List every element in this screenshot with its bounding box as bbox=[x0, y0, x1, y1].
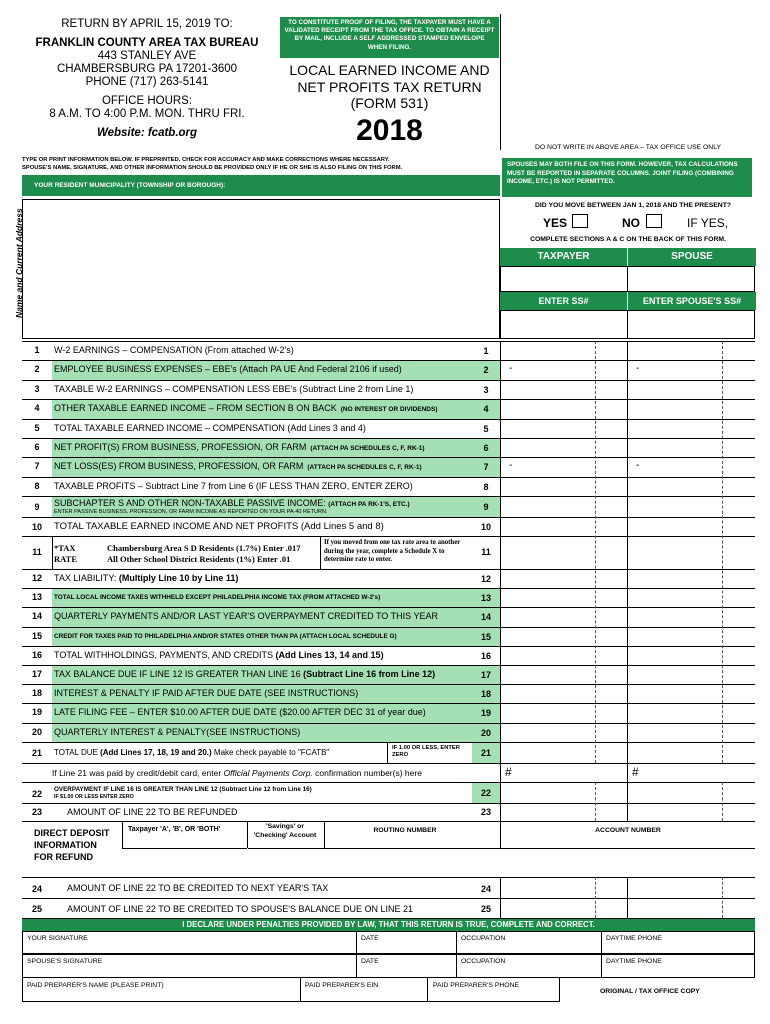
line-24-ref: 24 bbox=[480, 884, 491, 894]
line-1-text: W-2 EARNINGS – COMPENSATION (From attached W-2's) bbox=[54, 345, 294, 355]
line-7-desc bbox=[54, 461, 422, 471]
preparer-phone-label: PAID PREPARER'S PHONE bbox=[433, 982, 520, 989]
spouse-signature-field[interactable] bbox=[23, 955, 353, 977]
line-10-row bbox=[22, 517, 755, 537]
spouse-signature-label: SPOUSE'S SIGNATURE bbox=[27, 958, 103, 965]
line-25-row bbox=[22, 898, 755, 919]
line-20-number: 20 bbox=[31, 726, 42, 737]
line-9-desc bbox=[54, 498, 410, 508]
line-11-ref: 11 bbox=[481, 547, 491, 557]
line-24-row bbox=[22, 877, 755, 899]
form-title-line2: NET PROFITS TAX RETURN bbox=[297, 78, 482, 95]
line-20-ref: 20 bbox=[472, 724, 500, 742]
name-address-label: Name and Current Address bbox=[14, 208, 24, 318]
line-21-number: 21 bbox=[31, 748, 42, 758]
line-12-bold: (Multiply Line 10 by Line 11) bbox=[118, 573, 239, 583]
line-13-ref: 13 bbox=[472, 589, 500, 607]
line-17-number: 17 bbox=[31, 669, 42, 679]
line-4-text: OTHER TAXABLE EARNED INCOME – FROM SECTION B ON BACK bbox=[54, 403, 337, 414]
line-3-text: TAXABLE W-2 EARNINGS – COMPENSATION LESS EBE's (Subtract Line 2 from Line 1) bbox=[54, 383, 414, 394]
line-25-ref: 25 bbox=[480, 904, 491, 914]
line-6-number: 6 bbox=[34, 442, 40, 452]
line-16-number: 16 bbox=[31, 649, 42, 660]
line-21-text: TOTAL DUE bbox=[54, 748, 101, 757]
line-6-note: (ATTACH PA SCHEDULES C, F, RK-1) bbox=[310, 445, 425, 452]
tax-rate-label2: RATE bbox=[54, 554, 77, 564]
office-use-note: DO NOT WRITE IN ABOVE AREA – TAX OFFICE USE ONLY bbox=[534, 144, 722, 151]
return-by: RETURN BY APRIL 15, 2019 TO: bbox=[61, 18, 233, 30]
line-7-number: 7 bbox=[34, 461, 40, 472]
line-20-row bbox=[22, 723, 755, 742]
type-note-line2: SPOUSE'S NAME, SIGNATURE, AND OTHER INFORMATION SHOULD BE PROVIDED ONLY IF HE OR SHE IS ALSO FILING ON THIS FORM. bbox=[22, 164, 403, 171]
municipality-field[interactable]: YOUR RESIDENT MUNICIPALITY (TOWNSHIP OR BOROUGH): bbox=[22, 175, 500, 196]
form-title bbox=[280, 62, 499, 112]
line-7-ref: 7 bbox=[472, 458, 500, 476]
line-11-row bbox=[22, 536, 755, 570]
line-10-number: 10 bbox=[31, 522, 42, 532]
type-or-print-note bbox=[22, 157, 500, 172]
line-14-ref: 14 bbox=[472, 608, 500, 626]
line-4-note: (NO INTEREST OR DIVIDENDS) bbox=[340, 406, 438, 414]
preparer-name-label: PAID PREPARER'S NAME (PLEASE PRINT) bbox=[27, 982, 164, 989]
line-24-desc: AMOUNT OF LINE 22 TO BE CREDITED TO NEXT YEAR'S TAX bbox=[67, 883, 329, 893]
line-24-number: 24 bbox=[31, 884, 42, 894]
direct-deposit-who-field[interactable] bbox=[122, 835, 247, 848]
line-20-text: QUARTERLY INTEREST & PENALTY(SEE INSTRUCTIONS) bbox=[54, 726, 301, 737]
routing-number-label: ROUTING NUMBER bbox=[373, 827, 437, 834]
bottom-rule bbox=[22, 918, 755, 919]
line-2-row bbox=[22, 360, 755, 379]
cents-divider-bottom-0 bbox=[595, 877, 596, 918]
website: Website: fcatb.org bbox=[96, 127, 198, 139]
rate-moved-note: If you moved from one tax rate area to another during the year, complete a Schedule X to determine rate to enter. bbox=[324, 539, 461, 564]
spouse-confirmation-field[interactable]: # bbox=[632, 765, 639, 779]
line-6-desc bbox=[54, 442, 425, 452]
line-3-row bbox=[22, 380, 755, 399]
line-17-text: TAX BALANCE DUE IF LINE 12 IS GREATER THAN LINE 16 bbox=[54, 669, 304, 679]
line-23-ref: 23 bbox=[480, 807, 491, 817]
line-1-number: 1 bbox=[34, 345, 40, 355]
line-17-desc bbox=[54, 669, 435, 679]
line-4-ref: 4 bbox=[472, 400, 500, 418]
if-yes-label: IF YES, bbox=[687, 216, 729, 230]
line-21-row bbox=[22, 742, 755, 764]
spouse-phone-label: DAYTIME PHONE bbox=[606, 958, 662, 965]
line-8-number: 8 bbox=[34, 480, 40, 491]
line-5-number: 5 bbox=[34, 422, 40, 433]
line-9-note: (ATTACH PA RK-1'S, ETC.) bbox=[328, 501, 410, 508]
account-number-field[interactable] bbox=[501, 835, 755, 848]
proof-of-filing-notice: TO CONSTITUTE PROOF OF FILING, THE TAXPAYER MUST HAVE A VALIDATED RECEIPT FROM THE TAX OFFICE. TO OBTAIN A RECEIPT BY MAIL, INCLUDE A SELF ADDRESSED STAMPED ENVELOPE WHEN FILING. bbox=[280, 17, 499, 58]
moved-question: DID YOU MOVE BETWEEN JAN 1, 2018 AND THE PRESENT? bbox=[534, 202, 731, 209]
enter-ss-header: ENTER SS# bbox=[500, 292, 627, 310]
taxpayer-confirmation-field[interactable]: # bbox=[505, 765, 512, 779]
line-16-text: TOTAL WITHHOLDINGS, PAYMENTS, AND CREDITS bbox=[54, 649, 276, 660]
line-13-text: TOTAL LOCAL INCOME TAXES WITHHELD EXCEPT PHILADELPHIA INCOME TAX (FROM ATTACHED W-2's) bbox=[54, 594, 381, 602]
taxpayer-negative-sign: - bbox=[509, 363, 513, 375]
line-18-ref: 18 bbox=[472, 685, 500, 703]
cc-after: confirmation number(s) here bbox=[312, 768, 422, 778]
line-22-sub: IF $1.00 OR LESS ENTER ZERO bbox=[54, 794, 134, 800]
return-address-block bbox=[22, 18, 272, 140]
rate-other: All Other School District Residents (1%) Enter .01 bbox=[107, 554, 291, 564]
yes-checkbox[interactable] bbox=[572, 214, 588, 228]
line-18-text: INTEREST & PENALTY IF PAID AFTER DUE DATE (SEE INSTRUCTIONS) bbox=[54, 688, 359, 699]
cents-divider-lower-1 bbox=[722, 782, 723, 821]
line-12-number: 12 bbox=[31, 573, 42, 583]
copy-label: ORIGINAL / TAX OFFICE COPY bbox=[600, 988, 700, 995]
taxpayer-ss-field[interactable] bbox=[500, 310, 628, 339]
line-5-text: TOTAL TAXABLE EARNED INCOME – COMPENSATION (Add Lines 3 and 4) bbox=[54, 422, 366, 433]
declaration-banner: I DECLARE UNDER PENALTIES PROVIDED BY LAW, THAT THIS RETURN IS TRUE, COMPLETE AND CORRECT. bbox=[22, 918, 755, 931]
line-15-row bbox=[22, 627, 755, 646]
line-12-desc bbox=[54, 573, 238, 583]
line-2-desc bbox=[54, 364, 402, 374]
line-3-number: 3 bbox=[34, 383, 40, 394]
line-21-after: Make check payable to "FCATB" bbox=[211, 748, 330, 757]
line-17-bold: (Subtract Line 16 from Line 12) bbox=[303, 669, 436, 679]
cc-italic: Official Payments Corp. bbox=[223, 768, 313, 778]
spouse-signature-row bbox=[22, 954, 755, 978]
line-14-number: 14 bbox=[31, 611, 42, 622]
rate-chambersburg: Chambersburg Area S D Residents (1.7%) Enter .017 bbox=[107, 543, 301, 553]
line-13-desc bbox=[54, 594, 380, 601]
cents-divider-lower-0 bbox=[595, 782, 596, 821]
office-hours: 8 A.M. TO 4:00 P.M. MON. THRU FRI. bbox=[49, 108, 245, 120]
spouse-ss-field[interactable] bbox=[627, 310, 755, 339]
line-2-ref: 2 bbox=[472, 361, 500, 379]
line-21-ref: 21 bbox=[472, 743, 500, 764]
line-19-ref: 19 bbox=[472, 704, 500, 722]
column-divider-lower bbox=[627, 782, 628, 821]
spouse-occupation-label: OCCUPATION bbox=[461, 958, 506, 965]
line-2-text: EMPLOYEE BUSINESS EXPENSES – EBE's (Attach PA UE And Federal 2106 if used) bbox=[54, 364, 402, 375]
line-4-number: 4 bbox=[34, 403, 40, 414]
line-25-desc: AMOUNT OF LINE 22 TO BE CREDITED TO SPOUSE'S BALANCE DUE ON LINE 21 bbox=[67, 904, 413, 914]
line-16-desc bbox=[54, 650, 384, 660]
yes-label: YES bbox=[543, 216, 568, 230]
line-22-row bbox=[22, 782, 755, 804]
line-14-desc bbox=[54, 611, 438, 621]
line-10-desc: TOTAL TAXABLE EARNED INCOME AND NET PROFITS (Add Lines 5 and 8) bbox=[54, 521, 384, 532]
line-12-text: TAX LIABILITY: bbox=[54, 573, 119, 583]
taxpayer-name-field[interactable] bbox=[500, 266, 628, 292]
line-8-row bbox=[22, 477, 755, 496]
line-17-row bbox=[22, 665, 755, 684]
your-signature-label: YOUR SIGNATURE bbox=[27, 935, 88, 942]
line-6-text: NET PROFIT(S) FROM BUSINESS, PROFESSION, OR FARM bbox=[54, 442, 307, 452]
complete-sections-note: COMPLETE SECTIONS A & C ON THE BACK OF THIS FORM. bbox=[530, 236, 726, 243]
line-5-ref: 5 bbox=[483, 423, 489, 434]
tax-rate-label1: *TAX bbox=[54, 543, 76, 553]
column-divider-bottom bbox=[627, 877, 628, 918]
line-5-desc bbox=[54, 423, 366, 433]
preparer-row bbox=[22, 978, 560, 1002]
taxpayer-header: TAXPAYER bbox=[500, 248, 627, 266]
your-phone-label: DAYTIME PHONE bbox=[606, 935, 662, 942]
line-15-text: CREDIT FOR TAXES PAID TO PHILADELPHIA AND/OR STATES OTHER THAN PA (ATTACH LOCAL SCHEDULE G) bbox=[54, 632, 397, 640]
your-occupation-label: OCCUPATION bbox=[461, 935, 506, 942]
credit-card-text bbox=[52, 768, 422, 778]
column-divider bbox=[627, 341, 628, 763]
taxpayer-negative-sign: - bbox=[509, 460, 513, 472]
cents-divider-0 bbox=[595, 341, 596, 763]
line-3-ref: 3 bbox=[483, 384, 489, 395]
no-checkbox[interactable] bbox=[646, 214, 662, 228]
line-7-text: NET LOSS(ES) FROM BUSINESS, PROFESSION, OR FARM bbox=[54, 461, 304, 472]
preparer-ein-label: PAID PREPARER'S EIN bbox=[305, 982, 379, 989]
line-3-desc bbox=[54, 384, 413, 394]
line-25-number: 25 bbox=[31, 904, 42, 914]
your-signature-row bbox=[22, 931, 755, 954]
line-9-row bbox=[22, 496, 755, 518]
line-18-desc bbox=[54, 688, 358, 698]
line-15-desc bbox=[54, 633, 397, 640]
credit-card-row bbox=[22, 763, 755, 783]
line-21-bold: (Add Lines 17, 18, 19 and 20.) bbox=[100, 748, 212, 757]
cc-text: If Line 21 was paid by credit/debit card, enter bbox=[52, 768, 224, 778]
preparer-name-field[interactable] bbox=[23, 978, 298, 1001]
your-signature-field[interactable] bbox=[23, 932, 353, 953]
cents-divider-bottom-1 bbox=[722, 877, 723, 918]
address-line2: CHAMBERSBURG PA 17201-3600 bbox=[56, 63, 238, 75]
direct-deposit-acct-type: 'Savings' or 'Checking' Account bbox=[253, 823, 317, 839]
line-6-row bbox=[22, 438, 755, 457]
line-16-row bbox=[22, 646, 755, 665]
tax-year: 2018 bbox=[356, 114, 423, 147]
line-9-subtext: ENTER PASSIVE BUSINESS, PROFESSION, OR FARM INCOME AS REPORTED ON YOUR PA-40 RETURN. bbox=[54, 509, 328, 515]
line-4-row bbox=[22, 399, 755, 418]
line-5-row bbox=[22, 419, 755, 438]
line-4-desc bbox=[54, 403, 438, 413]
office-hours-label: OFFICE HOURS: bbox=[101, 95, 193, 107]
type-note-line1: TYPE OR PRINT INFORMATION BELOW. IF PREPRINTED, CHECK FOR ACCURACY AND MAKE CORRECTIONS WHERE NECESSARY. bbox=[22, 157, 390, 163]
phone: PHONE (717) 263-5141 bbox=[85, 76, 209, 88]
line-18-number: 18 bbox=[31, 688, 42, 699]
line-21-ifless: IF 1.00 OR LESS, ENTER ZERO bbox=[392, 745, 460, 758]
spouse-filing-note: SPOUSES MAY BOTH FILE ON THIS FORM. HOWEVER, TAX CALCULATIONS MUST BE REPORTED IN SEPARATE COLUMNS. JOINT FILING (COMBINING INCOME, ETC.) IS NOT PERMITTED. bbox=[502, 158, 752, 197]
name-address-box[interactable] bbox=[22, 199, 500, 339]
direct-deposit-who: Taxpayer 'A', 'B', OR 'BOTH' bbox=[128, 826, 221, 833]
direct-deposit-section bbox=[22, 821, 755, 878]
line-23-row bbox=[22, 803, 755, 822]
direct-deposit-label: DIRECT DEPOSIT INFORMATION FOR REFUND bbox=[34, 828, 110, 862]
line-10-ref: 10 bbox=[480, 522, 491, 532]
account-number-label: ACCOUNT NUMBER bbox=[595, 827, 661, 834]
line-12-ref: 12 bbox=[480, 574, 491, 584]
line-23-number: 23 bbox=[31, 807, 42, 817]
spouse-name-field[interactable] bbox=[627, 266, 755, 292]
bureau-name: FRANKLIN COUNTY AREA TAX BUREAU bbox=[35, 37, 259, 49]
line-1-row bbox=[22, 341, 755, 360]
line-12-row bbox=[22, 569, 755, 588]
spouse-negative-sign: - bbox=[636, 363, 640, 375]
spouse-date-label: DATE bbox=[361, 958, 379, 965]
line-6-ref: 6 bbox=[472, 439, 500, 457]
line-20-desc bbox=[54, 727, 300, 737]
line-9-number: 9 bbox=[34, 502, 40, 512]
enter-spouse-ss-header: ENTER SPOUSE'S SS# bbox=[627, 292, 756, 310]
line-19-row bbox=[22, 703, 755, 722]
line-21-desc bbox=[54, 748, 329, 757]
line-23-desc: AMOUNT OF LINE 22 TO BE REFUNDED bbox=[67, 807, 238, 817]
line-9-text: SUBCHAPTER S AND OTHER NON-TAXABLE PASSIVE INCOME: bbox=[54, 498, 326, 508]
line-19-desc bbox=[54, 707, 426, 717]
line-8-desc bbox=[54, 481, 413, 491]
line-14-text: QUARTERLY PAYMENTS AND/OR LAST YEAR'S OVERPAYMENT CREDITED TO THIS YEAR bbox=[54, 611, 438, 622]
line-17-ref: 17 bbox=[472, 666, 500, 684]
line-13-row bbox=[22, 588, 755, 607]
line-2-number: 2 bbox=[34, 364, 40, 375]
line-7-note: (ATTACH PA SCHEDULES C, F, RK-1) bbox=[307, 464, 422, 472]
line-14-row bbox=[22, 607, 755, 626]
form-title-line3: (FORM 531) bbox=[350, 95, 429, 111]
line-19-number: 19 bbox=[31, 707, 42, 718]
line-9-ref: 9 bbox=[472, 497, 500, 517]
line-15-ref: 15 bbox=[472, 628, 500, 646]
line-16-bold: (Add Lines 13, 14 and 15) bbox=[275, 649, 384, 660]
spouse-negative-sign: - bbox=[636, 460, 640, 472]
cents-divider-1 bbox=[722, 341, 723, 763]
your-date-label: DATE bbox=[361, 935, 379, 942]
line-22-ref: 22 bbox=[472, 783, 500, 804]
address-line1: 443 STANLEY AVE bbox=[97, 50, 197, 62]
line-8-ref: 8 bbox=[483, 481, 489, 492]
line-8-text: TAXABLE PROFITS – Subtract Line 7 from Line 6 (IF LESS THAN ZERO, ENTER ZERO) bbox=[54, 480, 413, 491]
line-22-desc: OVERPAYMENT IF LINE 16 IS GREATER THAN LINE 12 (Subtract Line 12 from Line 16) bbox=[54, 786, 312, 793]
line-7-row bbox=[22, 457, 755, 476]
routing-number-field[interactable] bbox=[325, 835, 500, 848]
line-1-ref: 1 bbox=[483, 346, 489, 356]
no-label: NO bbox=[622, 216, 640, 230]
line-22-number: 22 bbox=[31, 789, 42, 799]
line-19-text: LATE FILING FEE – ENTER $10.00 AFTER DUE DATE ($20.00 AFTER DEC 31 of year due) bbox=[54, 707, 426, 718]
spouse-header: SPOUSE bbox=[627, 248, 756, 266]
line-13-number: 13 bbox=[31, 592, 42, 603]
form-title-line1: LOCAL EARNED INCOME AND bbox=[289, 62, 490, 78]
line-1-desc bbox=[54, 345, 294, 355]
line-16-ref: 16 bbox=[480, 650, 491, 661]
line-11-number: 11 bbox=[32, 547, 42, 557]
line-18-row bbox=[22, 684, 755, 703]
line-15-number: 15 bbox=[31, 630, 42, 641]
